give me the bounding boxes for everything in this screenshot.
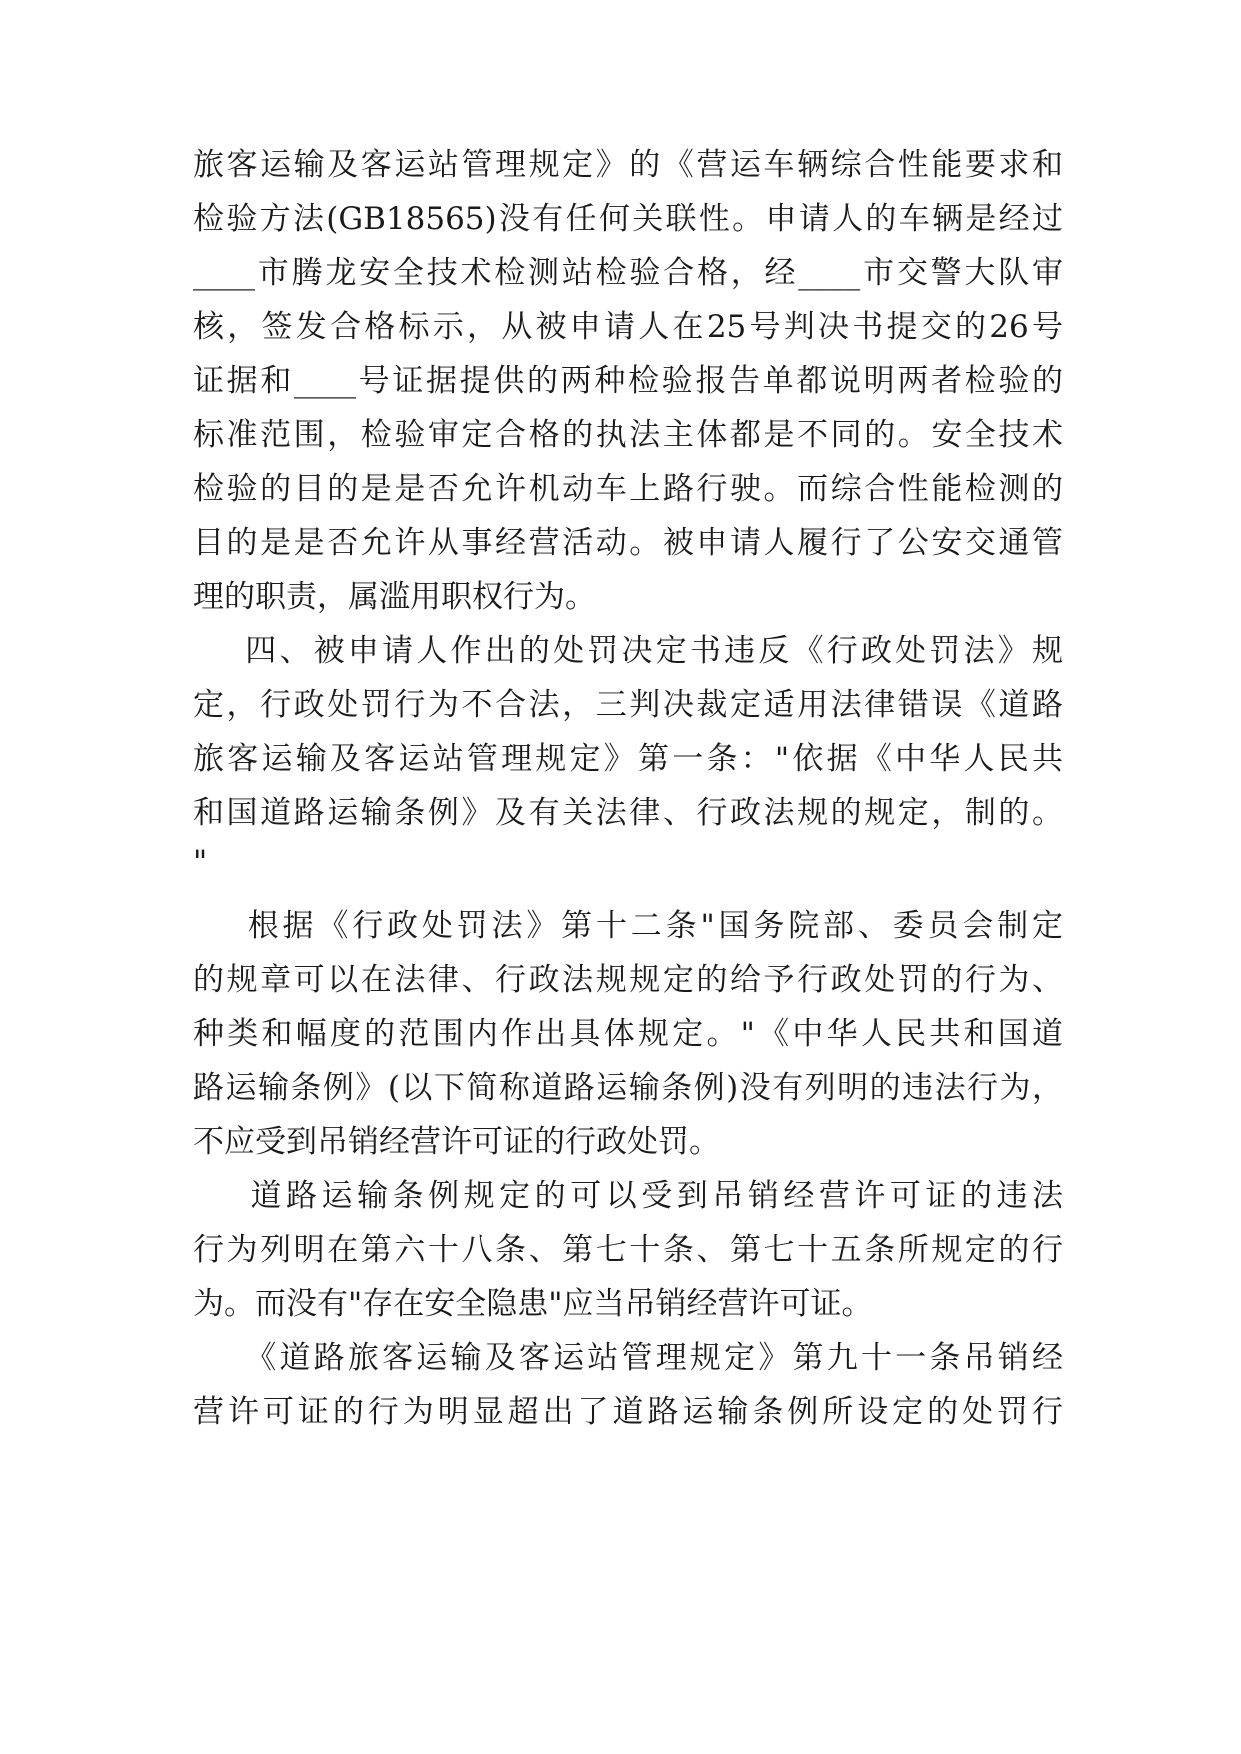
text-line: 证据和____号证据提供的两种检验报告单都说明两者检验的 [193, 363, 1063, 399]
text-line: 根据《行政处罚法》第十二条"国务院部、委员会制定 [193, 908, 1063, 944]
text-line: 检验方法(GB18565)没有任何关联性。申请人的车辆是经过 [193, 201, 1063, 237]
text-line: 不应受到吊销经营许可证的行政处罚。 [193, 1124, 720, 1160]
text-line: 营许可证的行为明显超出了道路运输条例所设定的处罚行 [193, 1394, 1063, 1430]
text-line: 标准范围，检验审定合格的执法主体都是不同的。安全技术 [193, 417, 1063, 453]
text-line: 定，行政处罚行为不合法，三判决裁定适用法律错误《道路 [193, 687, 1063, 723]
text-line: 理的职责，属滥用职权行为。 [193, 579, 596, 615]
text-line: 核，签发合格标示，从被申请人在25号判决书提交的26号 [193, 309, 1063, 345]
text-line: 为。而没有"存在安全隐患"应当吊销经营许可证。 [193, 1286, 873, 1322]
text-line: 旅客运输及客运站管理规定》的《营运车辆综合性能要求和 [193, 147, 1063, 183]
text-line: 路运输条例》(以下简称道路运输条例)没有列明的违法行为， [193, 1070, 1063, 1106]
text-line: 和国道路运输条例》及有关法律、行政法规的规定，制的。 [193, 795, 1063, 831]
text-line: 目的是是否允许从事经营活动。被申请人履行了公安交通管 [193, 525, 1063, 561]
text-line: " [193, 844, 208, 880]
text-line: 道路运输条例规定的可以受到吊销经营许可证的违法 [193, 1178, 1063, 1214]
text-line: 行为列明在第六十八条、第七十条、第七十五条所规定的行 [193, 1232, 1063, 1268]
text-line: ____市腾龙安全技术检测站检验合格，经____市交警大队审 [193, 255, 1063, 291]
text-line: 四、被申请人作出的处罚决定书违反《行政处罚法》规 [193, 633, 1063, 669]
text-line: 种类和幅度的范围内作出具体规定。"《中华人民共和国道 [193, 1016, 1063, 1052]
text-line: 《道路旅客运输及客运站管理规定》第九十一条吊销经 [193, 1340, 1063, 1376]
text-line: 旅客运输及客运站管理规定》第一条："依据《中华人民共 [193, 741, 1063, 777]
text-line: 的规章可以在法律、行政法规规定的给予行政处罚的行为、 [193, 962, 1063, 998]
text-line: 检验的目的是是否允许机动车上路行驶。而综合性能检测的 [193, 471, 1063, 507]
